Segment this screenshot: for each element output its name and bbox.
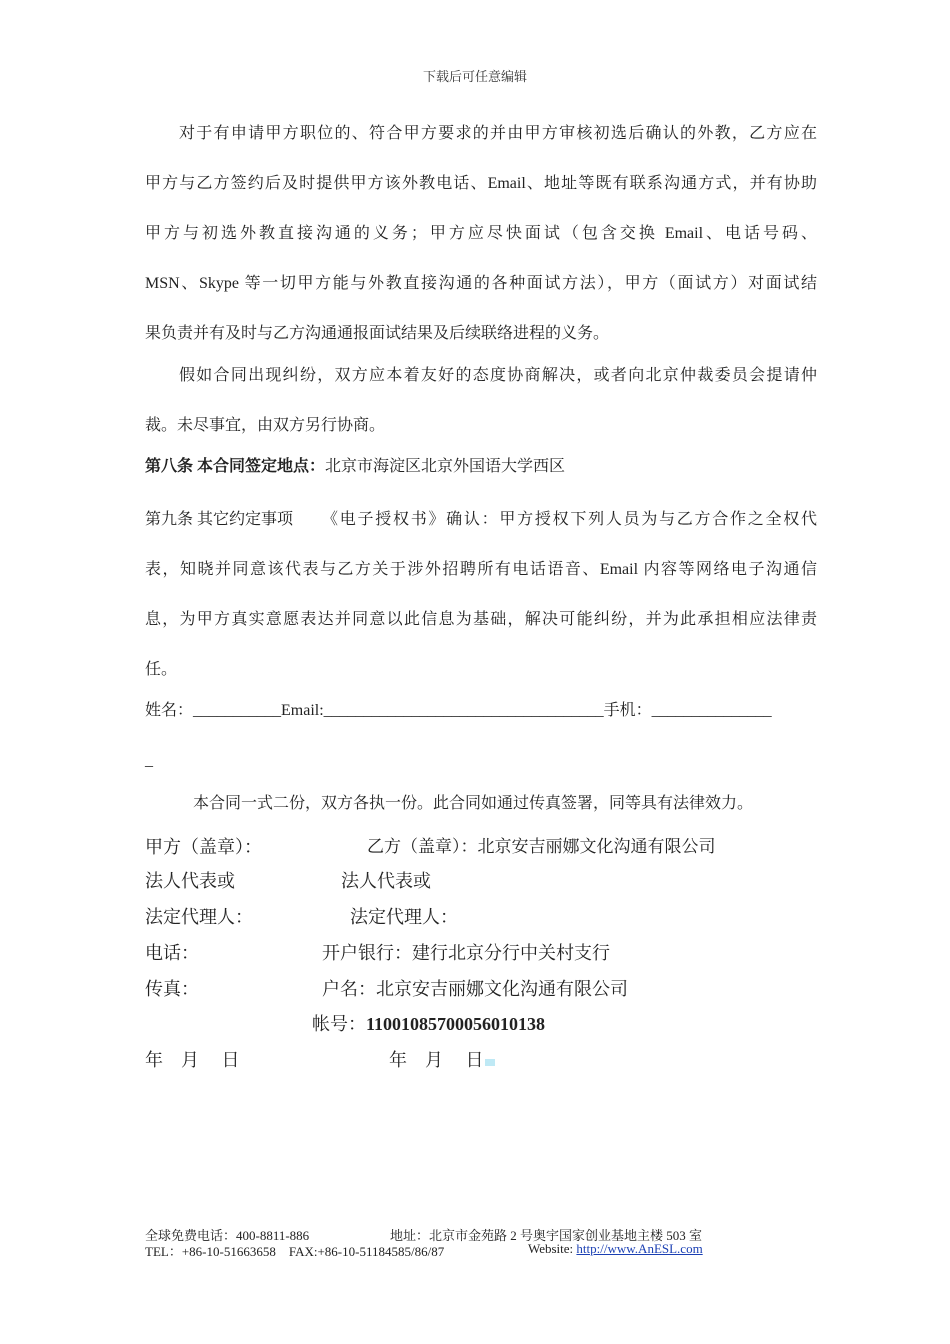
paragraph-1-line-2: 甲方与乙方签约后及时提供甲方该外教电话、Email、地址等既有联系沟通方式，并有协助 — [145, 175, 817, 192]
bank-info: 开户银行：建行北京分行中关村支行 — [322, 943, 610, 963]
paragraph-2-line-1: 假如合同出现纠纷，双方应本着友好的态度协商解决，或者向北京仲裁委员会提请仲 — [179, 367, 817, 384]
article-8 — [145, 457, 565, 477]
cursor-marker-icon — [485, 1059, 495, 1066]
legal-rep-a: 法人代表或 — [145, 871, 235, 891]
authorization-form-tail: _ — [145, 752, 153, 769]
date-a: 年 月 日 — [145, 1050, 240, 1070]
account-name: 户名：北京安吉丽娜文化沟通有限公司 — [322, 979, 628, 999]
party-b-seal: 乙方（盖章）：北京安吉丽娜文化沟通有限公司 — [367, 837, 716, 856]
paragraph-1-line-4: MSN、Skype 等一切甲方能与外教直接沟通的各种面试方法），甲方（面试方）对面试结 — [145, 275, 817, 292]
date-b: 年 月 日 — [389, 1050, 484, 1070]
paragraph-1-line-3: 甲方与初选外教直接沟通的义务；甲方应尽快面试（包含交换 Email、电话号码、 — [145, 225, 817, 242]
copies-statement: 本合同一式二份，双方各执一份。此合同如通过传真签署，同等具有法律效力。 — [193, 795, 754, 812]
website-link[interactable]: http://www.AnESL.com — [576, 1241, 703, 1256]
article-9-line-3: 息，为甲方真实意愿表达并同意以此信息为基础，解决可能纠纷，并为此承担相应法律责 — [145, 611, 817, 628]
account-number: 11001085700056010138 — [366, 1014, 546, 1034]
article-9-line-2: 表，知晓并同意该代表与乙方关于涉外招聘所有电话语音、Email 内容等网络电子沟通信 — [145, 561, 817, 578]
date-b-row — [389, 1049, 495, 1071]
footer-hotline: 全球免费电话：400-8811-886 — [145, 1228, 310, 1243]
article-8-title: 第八条 本合同签定地点： — [145, 458, 326, 475]
account-label: 帐号： — [312, 1014, 366, 1034]
legal-rep-b: 法人代表或 — [341, 871, 431, 891]
footer-website — [528, 1241, 703, 1257]
fax-a: 传真： — [145, 979, 199, 999]
article-9-title: 第九条 其它约定事项 — [145, 511, 294, 528]
account-number-row — [312, 1013, 545, 1035]
paragraph-1-line-1: 对于有申请甲方职位的、符合甲方要求的并由甲方审核初选后确认的外教，乙方应在 — [179, 125, 817, 142]
phone-a: 电话： — [145, 943, 199, 963]
article-9-first-line: 《电子授权书》确认：甲方授权下列人员为与乙方合作之全权代 — [322, 511, 817, 528]
agent-a: 法定代理人： — [145, 907, 253, 927]
article-9-line-4: 任。 — [145, 661, 178, 678]
paragraph-1-line-5: 果负责并有及时与乙方沟通通报面试结果及后续联络进程的义务。 — [145, 325, 610, 342]
footer-tel-fax: TEL：+86-10-51663658 FAX:+86-10-51184585/86/87 — [145, 1244, 445, 1259]
page-header-note: 下载后可任意编辑 — [422, 69, 527, 84]
party-a-seal: 甲方（盖章）： — [145, 837, 262, 857]
agent-b: 法定代理人： — [350, 907, 458, 927]
footer-address: 地址：北京市金苑路 2 号奥宇国家创业基地主楼 503 室 — [390, 1228, 703, 1243]
website-label: Website: — [528, 1241, 577, 1256]
authorization-form-line: 姓名：___________Email:___________________________________手机：_______________ — [145, 702, 772, 719]
paragraph-2-line-2: 裁。未尽事宜，由双方另行协商。 — [145, 417, 386, 434]
article-8-text: 北京市海淀区北京外国语大学西区 — [325, 458, 566, 475]
